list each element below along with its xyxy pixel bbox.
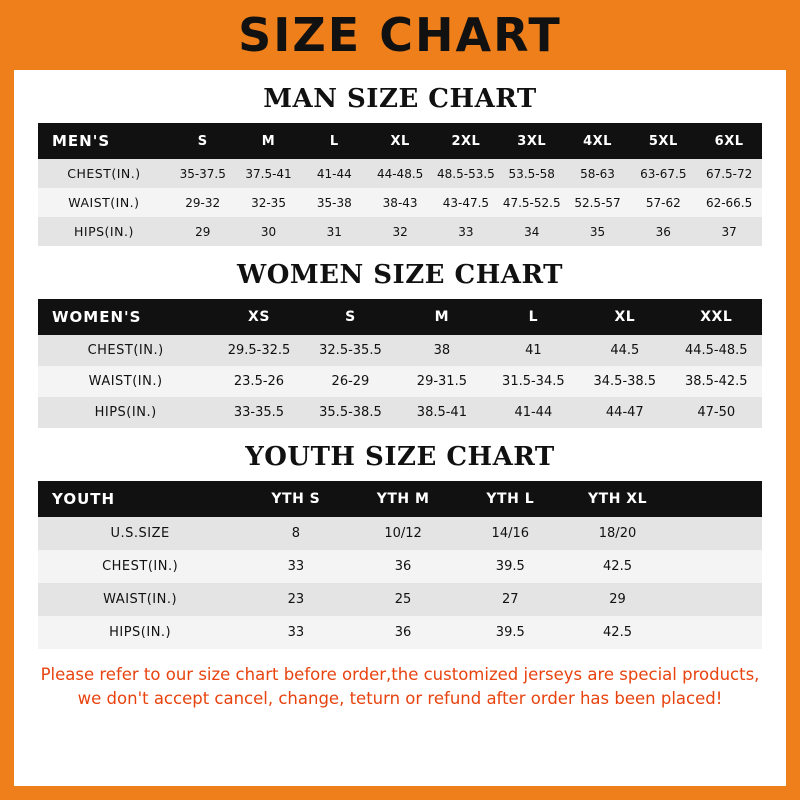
women-header-row bbox=[38, 299, 762, 335]
men-size-section bbox=[14, 84, 786, 246]
table-row bbox=[38, 335, 762, 366]
men-col-header: 5XL bbox=[648, 133, 678, 149]
men-row-label: HIPS(IN.) bbox=[74, 224, 134, 239]
table-row bbox=[38, 517, 762, 550]
table-cell: 29.5-32.5 bbox=[227, 343, 291, 358]
table-cell: 34 bbox=[524, 224, 540, 239]
table-cell: 27 bbox=[502, 592, 519, 607]
men-table-body bbox=[38, 159, 762, 246]
women-size-section bbox=[14, 260, 786, 428]
table-cell: 38 bbox=[433, 343, 451, 358]
women-section-title: WOMEN SIZE CHART bbox=[237, 260, 563, 290]
men-col-header: 3XL bbox=[517, 133, 547, 149]
table-row bbox=[38, 616, 762, 649]
table-cell: 35-37.5 bbox=[179, 166, 226, 181]
table-cell: 8 bbox=[291, 526, 300, 541]
table-row bbox=[38, 217, 762, 246]
youth-row-label: U.S.SIZE bbox=[110, 526, 170, 541]
youth-row-label: WAIST(IN.) bbox=[103, 592, 178, 607]
table-row bbox=[38, 159, 762, 188]
footer-disclaimer bbox=[14, 649, 786, 711]
table-cell: 39.5 bbox=[495, 559, 525, 574]
men-col-header: M bbox=[261, 133, 276, 149]
table-cell: 33 bbox=[458, 224, 474, 239]
table-cell: 53.5-58 bbox=[508, 166, 555, 181]
table-cell: 32.5-35.5 bbox=[319, 343, 382, 358]
table-cell: 38.5-41 bbox=[416, 405, 467, 420]
table-cell: 35-38 bbox=[316, 195, 352, 210]
table-cell: 35.5-38.5 bbox=[319, 405, 382, 420]
table-cell: 52.5-57 bbox=[574, 195, 621, 210]
table-cell: 34.5-38.5 bbox=[593, 374, 657, 389]
table-cell: 67.5-72 bbox=[705, 166, 753, 181]
table-cell-spacer bbox=[671, 517, 762, 550]
table-cell: 42.5 bbox=[603, 559, 632, 574]
table-cell: 29-31.5 bbox=[416, 374, 467, 389]
men-col-header: 2XL bbox=[451, 133, 481, 149]
men-col-header: L bbox=[329, 133, 339, 149]
table-cell: 33 bbox=[287, 625, 305, 640]
table-cell: 44-47 bbox=[605, 405, 644, 420]
youth-row-label: HIPS(IN.) bbox=[109, 625, 172, 640]
youth-row-label: CHEST(IN.) bbox=[102, 559, 179, 574]
men-size-table bbox=[38, 123, 762, 246]
table-cell: 35 bbox=[589, 224, 606, 239]
table-cell: 41-44 bbox=[316, 166, 352, 181]
table-cell: 25 bbox=[394, 592, 412, 607]
table-cell: 38.5-42.5 bbox=[684, 374, 748, 389]
women-row-label: WAIST(IN.) bbox=[88, 374, 163, 389]
table-cell: 32-35 bbox=[251, 195, 286, 210]
men-col-header: XL bbox=[390, 133, 410, 149]
table-row bbox=[38, 397, 762, 428]
youth-col-header-spacer bbox=[671, 481, 762, 517]
table-cell: 29-32 bbox=[185, 195, 221, 210]
table-cell: 62-66.5 bbox=[705, 195, 753, 210]
footer-line-1: Please refer to our size chart before order,the customized jerseys are special products, bbox=[40, 665, 760, 684]
table-cell: 43-47.5 bbox=[442, 195, 490, 210]
youth-col-header: YTH L bbox=[486, 491, 535, 507]
women-row-label: HIPS(IN.) bbox=[94, 405, 157, 420]
table-cell: 23.5-26 bbox=[233, 374, 285, 389]
table-cell: 33-35.5 bbox=[233, 405, 285, 420]
table-row bbox=[38, 583, 762, 616]
men-row-label-header: MEN'S bbox=[52, 132, 111, 150]
youth-size-table bbox=[38, 481, 762, 649]
men-section-title: MAN SIZE CHART bbox=[263, 84, 537, 114]
table-cell: 42.5 bbox=[603, 625, 632, 640]
women-size-table bbox=[38, 299, 762, 428]
table-cell: 47-50 bbox=[697, 405, 736, 420]
table-cell: 48.5-53.5 bbox=[437, 166, 495, 181]
men-row-label: WAIST(IN.) bbox=[68, 195, 140, 210]
table-cell: 37 bbox=[721, 224, 737, 239]
table-cell-spacer bbox=[671, 616, 762, 649]
youth-header-row bbox=[38, 481, 762, 517]
women-row-label-header: WOMEN'S bbox=[52, 308, 142, 326]
youth-row-label-header: YOUTH bbox=[52, 490, 116, 508]
table-row bbox=[38, 366, 762, 397]
table-cell: 18/20 bbox=[598, 526, 637, 541]
table-cell: 36 bbox=[655, 224, 671, 239]
women-col-header: L bbox=[528, 309, 539, 325]
table-cell: 41 bbox=[525, 343, 542, 358]
table-cell: 30 bbox=[260, 224, 277, 239]
table-row bbox=[38, 188, 762, 217]
table-cell: 31.5-34.5 bbox=[502, 374, 565, 389]
youth-col-header: YTH S bbox=[271, 491, 321, 507]
women-table-body bbox=[38, 335, 762, 428]
youth-table-body bbox=[38, 517, 762, 649]
table-cell: 58-63 bbox=[580, 166, 615, 181]
women-col-header: XL bbox=[614, 309, 636, 325]
table-cell: 10/12 bbox=[384, 526, 422, 541]
table-cell: 57-62 bbox=[645, 195, 681, 210]
page-title: SIZE CHART bbox=[238, 8, 562, 62]
table-cell: 39.5 bbox=[495, 625, 525, 640]
women-table-head bbox=[38, 299, 762, 335]
table-cell-spacer bbox=[671, 550, 762, 583]
bottom-band bbox=[0, 786, 800, 800]
men-col-header: 6XL bbox=[714, 133, 744, 149]
table-cell: 14/16 bbox=[491, 526, 530, 541]
table-cell: 37.5-41 bbox=[245, 166, 292, 181]
table-cell: 31 bbox=[326, 224, 342, 239]
table-cell: 32 bbox=[392, 224, 408, 239]
table-cell: 63-67.5 bbox=[640, 166, 687, 181]
table-row bbox=[38, 550, 762, 583]
women-col-header: XS bbox=[248, 309, 270, 325]
table-cell: 44.5 bbox=[610, 343, 640, 358]
youth-section-title: YOUTH SIZE CHART bbox=[245, 442, 555, 472]
table-cell: 36 bbox=[394, 625, 412, 640]
youth-col-header: YTH M bbox=[376, 491, 430, 507]
table-cell: 23 bbox=[287, 592, 305, 607]
table-cell: 26-29 bbox=[331, 374, 370, 389]
men-header-row bbox=[38, 123, 762, 159]
men-table-head bbox=[38, 123, 762, 159]
table-cell: 29 bbox=[195, 224, 211, 239]
men-row-label: CHEST(IN.) bbox=[67, 166, 141, 181]
youth-table-head bbox=[38, 481, 762, 517]
header-band bbox=[0, 0, 800, 70]
women-row-label: CHEST(IN.) bbox=[87, 343, 164, 358]
footer-line-2: we don't accept cancel, change, teturn or refund after order has been placed! bbox=[77, 688, 723, 708]
women-col-header: S bbox=[345, 309, 356, 325]
table-cell: 36 bbox=[394, 559, 412, 574]
youth-col-header: YTH XL bbox=[588, 491, 647, 507]
table-cell: 44-48.5 bbox=[376, 166, 424, 181]
men-col-header: 4XL bbox=[583, 133, 612, 149]
table-cell: 44.5-48.5 bbox=[684, 343, 748, 358]
women-col-header: XXL bbox=[700, 309, 733, 325]
table-cell: 41-44 bbox=[514, 405, 553, 420]
table-cell: 47.5-52.5 bbox=[502, 195, 561, 210]
women-col-header: M bbox=[434, 309, 450, 325]
table-cell: 29 bbox=[609, 592, 626, 607]
youth-size-section bbox=[14, 442, 786, 649]
table-cell-spacer bbox=[671, 583, 762, 616]
table-cell: 33 bbox=[287, 559, 305, 574]
table-cell: 38-43 bbox=[382, 195, 418, 210]
men-col-header: S bbox=[197, 133, 208, 149]
